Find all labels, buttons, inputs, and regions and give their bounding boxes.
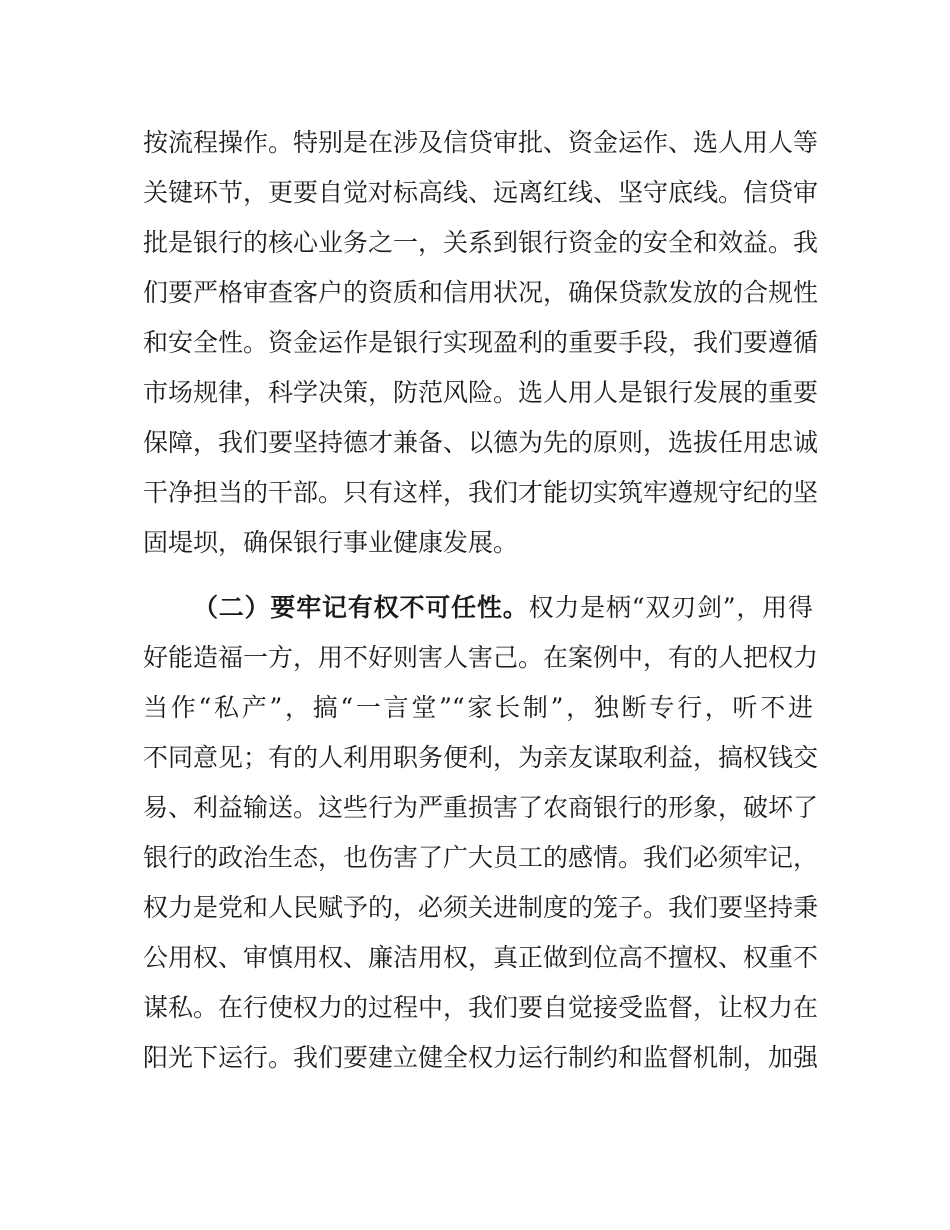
paragraph-2-line-10: 阳光下运行。我们要建立健全权力运行制约和监督机制，加强 <box>143 1043 819 1072</box>
paragraph-2-line-1-text: 权力是柄“双刃剑”，用得 <box>528 593 813 622</box>
paragraph-2-line-5: 易、利益输送。这些行为严重损害了农商银行的形象，破坏了 <box>143 793 819 822</box>
paragraph-2-line-8: 公用权、审慎用权、廉洁用权，真正做到位高不擅权、权重不 <box>143 943 819 972</box>
paragraph-1-line-4: 们要严格审查客户的资质和信用状况，确保贷款发放的合规性 <box>143 278 819 307</box>
paragraph-1-line-1: 按流程操作。特别是在涉及信贷审批、资金运作、选人用人等 <box>143 128 819 157</box>
paragraph-2-line-1 <box>193 583 813 633</box>
paragraph-1-line-5: 和安全性。资金运作是银行实现盈利的重要手段，我们要遵循 <box>143 328 819 357</box>
paragraph-1-line-3: 批是银行的核心业务之一，关系到银行资金的安全和效益。我 <box>143 228 819 257</box>
section-heading: （二）要牢记有权不可任性。 <box>193 593 529 622</box>
paragraph-2-line-6: 银行的政治生态，也伤害了广大员工的感情。我们必须牢记， <box>143 843 819 872</box>
paragraph-2-line-9: 谋私。在行使权力的过程中，我们要自觉接受监督，让权力在 <box>143 993 819 1022</box>
paragraph-1-line-2: 关键环节，更要自觉对标高线、远离红线、坚守底线。信贷审 <box>143 178 819 207</box>
paragraph-2-line-4: 不同意见；有的人利用职务便利，为亲友谋取利益，搞权钱交 <box>143 743 819 772</box>
paragraph-1-line-9: 固堤坝，确保银行事业健康发展。 <box>143 528 519 557</box>
paragraph-1-line-8: 干净担当的干部。只有这样，我们才能切实筑牢遵规守纪的坚 <box>143 478 819 507</box>
paragraph-1-line-7: 保障，我们要坚持德才兼备、以德为先的原则，选拔任用忠诚 <box>143 428 819 457</box>
paragraph-1-line-6: 市场规律，科学决策，防范风险。选人用人是银行发展的重要 <box>143 378 819 407</box>
paragraph-2-line-3: 当作“私产”，搞“一言堂”“家长制”，独断专行，听不进 <box>143 693 813 722</box>
paragraph-2-line-2: 好能造福一方，用不好则害人害己。在案例中，有的人把权力 <box>143 643 819 672</box>
paragraph-2-line-7: 权力是党和人民赋予的，必须关进制度的笼子。我们要坚持秉 <box>143 893 819 922</box>
